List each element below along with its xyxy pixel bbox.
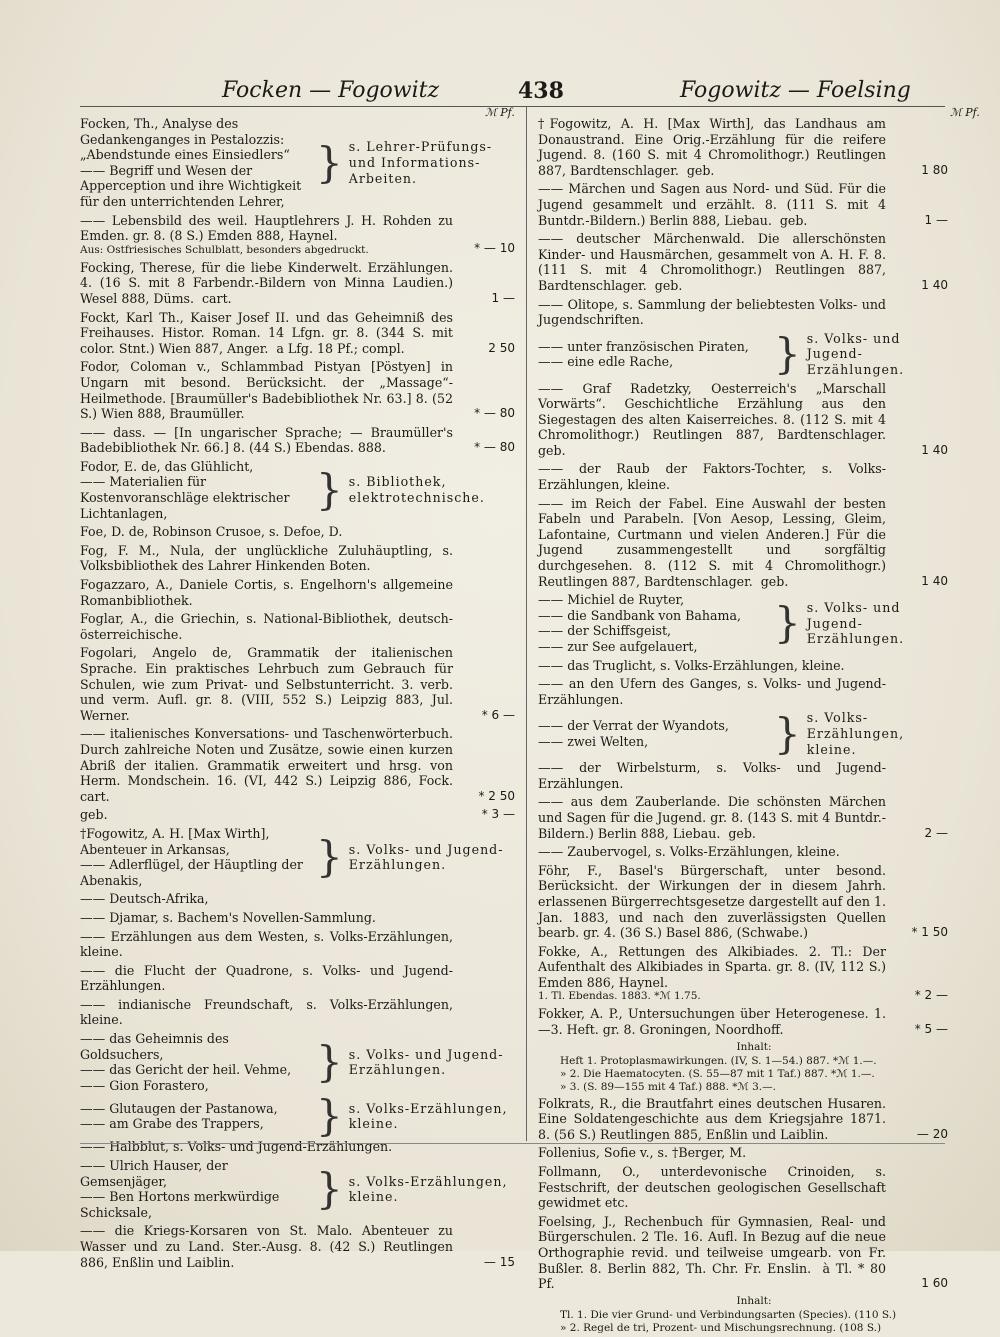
entry-text: Fokker, A. P., Untersuchungen über Heterogenese. 1.—3. Heft. gr. 8. Groningen, Noordhoff. [538,1006,886,1038]
bracketed-entry-group [538,592,948,654]
entry-text: —— die Flucht der Quadrone, s. Volks- und Jugend-Erzählungen. [80,962,453,994]
entry-price: 1 — [491,290,515,305]
catalog-entry [538,1214,948,1292]
entry-text: —— Olitope, s. Sammlung der beliebtesten Volks- und Jugendschriften. [538,296,891,328]
entry-text: Follenius, Sofie v., s. †Berger, M. [538,1145,747,1161]
curly-brace-icon: } [316,465,343,515]
entry-price: * 5 — [914,1022,948,1037]
entry-price: * 2 — [914,987,948,1002]
contents-heading: Inhalt: [736,1040,772,1053]
group-title: —— das Gericht der heil. Vehme, [80,1062,292,1078]
curly-brace-icon: } [316,1037,343,1087]
entry-price: 1 — [924,212,948,227]
entry-text: Fockt, Karl Th., Kaiser Josef II. und das Geheimniß des Freihauses. Histor. Roman. 14 Lfgn. gr. 8. (344 S. mit color. Stnt.) Wien 887, Anger. a Lfg. 18 Pf.; compl. [80,309,458,356]
entry-text: —— Lebensbild des weil. Hauptlehrers J. H. Rohden zu Emden. gr. 8. (8 S.) Emden 888, Haynel. [80,212,458,244]
contents-line: Heft 1. Protoplasmawirkungen. (IV, S. 1—54.) 887. *ℳ 1.—. [560,1054,877,1067]
entry-text: —— deutscher Märchenwald. Die allerschönsten Kinder- und Hausmärchen, gesammelt von A. H. F. 8. (111 S. mit 4 Chromolithogr.) Reutlingen 887, Bardtenschlager. geb. [538,231,891,293]
contents-heading: Inhalt: [736,1294,772,1307]
group-title: —— Ulrich Hauser, der Gemsenjäger, [80,1158,228,1189]
left-column [80,116,515,1273]
group-title: —— der Schiffsgeist, [538,623,672,639]
series-reference: s. Volks-Erzählungen, kleine. [348,1173,508,1205]
bracketed-entry-group [538,331,948,378]
group-title: —— eine edle Rache, [538,354,674,370]
catalog-entry [538,1006,948,1037]
catalog-entry [538,760,948,791]
catalog-entry [538,1164,948,1211]
entry-text: geb. [80,807,108,823]
catalog-entry [538,1145,948,1161]
bracketed-entry-group [80,826,515,888]
entry-price: 1 40 [921,573,948,588]
entry-text: —— Halbblut, s. Volks- und Jugend-Erzählungen. [80,1139,393,1155]
curly-brace-icon: } [316,832,343,882]
contents-list [560,1041,948,1094]
group-title: —— Adlerflügel, der Häuptling der Abenakis, [80,857,303,888]
series-reference: s. Volks-Erzählungen, kleine. [348,1100,508,1132]
catalog-entry [538,461,948,492]
group-titles [538,718,768,749]
entry-text: —— Märchen und Sagen aus Nord- und Süd. Für die Jugend gesammelt und erzählt. 8. (111 S. mit 4 Buntdr.-Bildern.) Berlin 888, Liebau. geb. [538,181,891,228]
entry-price: * 3 — [481,807,515,822]
entry-text: Föhr, F., Basel's Bürgerschaft, unter besond. Berücksicht. der Wirkungen der in diesem Jahrh. erlassenen Bürgerrechtsgesetze dargestellt auf den 1. Jan. 1883, und nach den zuverlässigsten Quellen bearb. gr. 4. (36 S.) Basel 886, (Schwabe.) [538,862,891,941]
contents-line: » 3. (S. 89—155 mit 4 Taf.) 888. *ℳ 3.—. [560,1080,776,1093]
catalog-entry [538,381,948,459]
contents-line: » 2. Regel de tri, Prozent- und Mischungsrechnung. (108 S.) [560,1321,882,1334]
group-title: —— das Geheimnis des Goldsuchers, [80,1031,229,1062]
contents-line: » 2. Die Haematocyten. (S. 55—87 mit 1 Taf.) 887. *ℳ 1.—. [560,1067,875,1080]
group-titles [80,116,310,210]
entry-text: Foglar, A., die Griechin, s. National-Bibliothek, deutsch-österreichische. [80,611,453,642]
catalog-entry [80,611,515,642]
entry-text: —— im Reich der Fabel. Eine Auswahl der besten Fabeln und Parabeln. [Von Aesop, Lessing, Gleim, Lafontaine, Curtmann und vielen Anderen.] Für die Jugend zusammengestellt und sorgfältig durchgesehen. 8. (112 S. mit 4 Chromolithogr.) Reutlingen 887, Bardtenschlager. geb. [538,495,891,589]
entry-text: Fokke, A., Rettungen des Alkibiades. 2. Tl.: Der Aufenthalt des Alkibiades in Sparta. gr. 8. (IV, 112 S.) Emden 886, Haynel. [538,943,891,990]
group-title: —— Begriff und Wesen der Apperception und ihre Wichtigkeit für den unterrichtenden Lehrer, [80,162,302,209]
entry-text: Focking, Therese, für die liebe Kinderwelt. Erzählungen. 4. (16 S. mit 8 Farbendr.-Bildern von Minna Laudien.) Wesel 888, Düms. cart. [80,259,458,306]
entry-price: * — 10 [474,241,515,256]
group-titles [80,1031,310,1093]
currency-unit-left: ℳ Pf. [485,106,515,119]
bracketed-entry-group [80,1031,515,1093]
catalog-entry [80,213,515,257]
contents-line: Tl. 1. Die vier Grund- und Verbindungsarten (Species). (110 S.) [560,1308,897,1321]
entry-price: 1 40 [921,442,948,457]
bracketed-entry-group [80,1091,515,1141]
group-titles [80,826,310,888]
series-reference: s. Lehrer-Prüfungs- und Informations-Arbeiten. [348,139,493,186]
right-column [538,116,948,1337]
catalog-entry [538,181,948,228]
series-reference: s. Volks-Erzählungen, kleine. [806,710,905,757]
catalog-entry [80,1223,515,1270]
catalog-entry [80,524,515,540]
catalog-entry [80,726,515,804]
group-title: —— zwei Welten, [538,733,649,749]
column-divider [526,106,527,1141]
group-title: Fodor, E. de, das Glühlicht, [80,458,254,474]
group-titles [80,459,310,521]
entry-text: —— indianische Freundschaft, s. Volks-Erzählungen, kleine. [80,996,458,1028]
entry-text: Foelsing, J., Rechenbuch für Gymnasien, Real- und Bürgerschulen. 2 Tle. 16. Aufl. In Bezug auf die neue Orthographie revid. und teilweise umgearb. von Fr. Bußler. 8. Berlin 882, Th. Chr. Fr. Enslin. à Tl. * 80 Pf. [538,1213,891,1292]
group-title: —— Gion Forastero, [80,1077,209,1093]
entry-price: * — 80 [474,440,515,455]
catalog-entry [538,844,948,860]
entry-text: Folkrats, R., die Brautfahrt eines deutschen Husaren. Eine Soldatengeschichte aus dem Kriegsjahre 1871. 8. (56 S.) Reutlingen 885, Enßlin und Laiblin. [538,1095,891,1142]
entry-text: †Fogowitz, A. H. [Max Wirth], das Landhaus am Donaustrand. Eine Orig.-Erzählung für die reifere Jugend. 8. (160 S. mit 4 Chromolithogr.) Reutlingen 887, Bardtenschlager. geb. [538,116,891,178]
group-title: —— Glutaugen der Pastanowa, [80,1100,278,1116]
catalog-entry [538,944,948,1004]
group-title: —— Materialien für Kostenvoranschläge elektrischer Lichtanlagen, [80,474,290,521]
entry-text: —— Erzählungen aus dem Westen, s. Volks-Erzählungen, kleine. [80,928,458,960]
catalog-entry [80,891,515,907]
catalog-entry [80,425,515,456]
group-titles [80,1158,310,1220]
catalog-entry [538,658,948,674]
curly-brace-icon: } [316,1091,343,1141]
bracketed-entry-group [80,1158,515,1220]
entry-price: 1 80 [921,162,948,177]
group-title: †Fogowitz, A. H. [Max Wirth], Abenteuer in Arkansas, [80,825,270,857]
entry-price: — 20 [916,1126,948,1141]
entry-text: —— Deutsch-Afrika, [80,891,209,907]
entry-price: * 1 50 [911,925,948,940]
entry-text: —— das Truglicht, s. Volks-Erzählungen, kleine. [538,657,845,673]
series-reference: s. Volks- und Jugend-Erzählungen. [806,600,905,647]
catalog-entry [80,910,515,926]
series-reference: s. Volks- und Jugend-Erzählungen. [806,330,905,377]
catalog-entry [80,543,515,574]
group-title: —— unter französischen Piraten, [538,338,749,354]
header-left: Focken — Fogowitz [222,78,440,103]
entry-text: —— Zaubervogel, s. Volks-Erzählungen, kleine. [538,844,840,860]
entry-text: —— Djamar, s. Bachem's Novellen-Sammlung. [80,909,376,925]
catalog-entry [80,1139,515,1155]
group-title: —— Michiel de Ruyter, [538,592,685,608]
entry-note: Aus: Ostfriesisches Schulblatt, besonders abgedruckt. [80,243,369,256]
entry-price: 2 50 [488,340,515,355]
catalog-entry [80,260,515,307]
entry-text: Fog, F. M., Nula, der unglückliche Zuluhäuptling, s. Volksbibliothek des Lahrer Hinkenden Boten. [80,542,458,574]
entry-price: 1 60 [921,1276,948,1291]
catalog-entry [80,929,515,960]
entry-text: —— die Kriegs-Korsaren von St. Malo. Abenteuer zu Wasser und zu Land. Ster.-Ausg. 8. (42 S.) Reutlingen 886, Enßlin und Laiblin. [80,1223,458,1270]
page-number: 438 [518,78,564,104]
header-right: Fogowitz — Foelsing [680,78,911,103]
catalog-entry [538,863,948,941]
group-titles [80,1101,310,1132]
group-title: —— Ben Hortons merkwürdige Schicksale, [80,1189,280,1220]
group-title: —— zur See aufgelauert, [538,639,698,654]
catalog-entry [538,297,948,328]
group-titles [538,592,768,654]
entry-price: — 15 [483,1254,515,1269]
entry-note: 1. Tl. Ebendas. 1883. *ℳ 1.75. [538,990,701,1003]
entry-price: * 2 50 [478,788,515,803]
series-reference: s. Volks- und Jugend-Erzählungen. [348,1046,504,1078]
entry-text: Follmann, O., unterdevonische Crinoiden, s. Festschrift, der deutschen geologischen Gesellschaft gewidmet etc. [538,1164,891,1211]
catalog-entry [80,807,515,823]
currency-unit-right: ℳ Pf. [950,106,980,119]
bottom-rule [80,1143,945,1144]
group-title: —— am Grabe des Trappers, [80,1116,264,1132]
entry-text: —— aus dem Zauberlande. Die schönsten Märchen und Sagen für die Jugend. gr. 8. (143 S. mit 4 Buntdr.-Bildern.) Berlin 888, Liebau. geb. [538,794,891,841]
bracketed-entry-group [80,116,515,210]
catalog-entry [538,231,948,293]
entry-price: 1 40 [921,277,948,292]
group-title: —— die Sandbank von Bahama, [538,607,742,623]
curly-brace-icon: } [316,137,343,187]
curly-brace-icon: } [774,708,801,758]
bracketed-entry-group [538,710,948,757]
group-titles [538,339,768,370]
entry-text: —— an den Ufern des Ganges, s. Volks- und Jugend-Erzählungen. [538,676,886,707]
entry-text: —— Graf Radetzky, Oesterreich's „Marschall Vorwärts“. Geschichtliche Erzählung aus den Siegestagen des alten Kaiserreiches. 8. (112 S. mit 4 Chromolithogr.) Reutlingen 887, Bardtenschlager. geb. [538,380,895,458]
catalog-entry [538,116,948,178]
series-reference: s. Volks- und Jugend-Erzählungen. [348,841,504,873]
entry-text: —— der Raub der Faktors-Tochter, s. Volks-Erzählungen, kleine. [538,461,886,493]
bracketed-entry-group [80,459,515,521]
curly-brace-icon: } [774,329,801,379]
curly-brace-icon: } [316,1164,343,1214]
catalog-entry [80,963,515,994]
catalog-entry [80,310,515,357]
catalog-entry [538,794,948,841]
catalog-entry [80,645,515,723]
catalog-entry [538,496,948,590]
entry-text: Fogolari, Angelo de, Grammatik der italienischen Sprache. Ein praktisches Lehrbuch zum Gebrauch für Schulen, wie zum Privat- und Selbstunterricht. 3. verb. und verm. Aufl. gr. 8. (VIII, 552 S.) Leipzig 883, Jul. Werner. [80,645,458,723]
catalog-entry [538,1096,948,1143]
group-title: —— der Verrat der Wyandots, [538,718,729,734]
curly-brace-icon: } [774,598,801,648]
entry-text: Fodor, Coloman v., Schlammbad Pistyan [Pöstyen] in Ungarn mit besond. Berücksicht. der „Massage“-Heilmethode. [Braumüller's Badebibliothek Nr. 63.] 8. (52 S.) Wien 888, Braumüller. [80,359,458,422]
catalog-entry [80,577,515,608]
entry-text: Foe, D. de, Robinson Crusoe, s. Defoe, D. [80,524,343,540]
series-reference: s. Bibliothek, elektrotechnische. [348,474,485,506]
entry-price: * — 80 [474,406,515,421]
entry-text: —— italienisches Konversations- und Taschenwörterbuch. Durch zahlreiche Noten und Zusätze, sowie einen kurzen Abriß der italien. Grammatik erweitert und hrsg. von Herm. Mondschein. 16. (VI, 442 S.) Leipzig 886, Fock. cart. [80,726,462,804]
entry-text: —— der Wirbelsturm, s. Volks- und Jugend-Erzählungen. [538,760,886,791]
catalog-entry [80,997,515,1028]
catalog-entry [80,359,515,421]
group-title: Focken, Th., Analyse des Gedankenganges in Pestalozzis: „Abendstunde eines Einsiedlers“ [80,116,290,163]
running-head [0,78,1000,108]
entry-text: Fogazzaro, A., Daniele Cortis, s. Engelhorn's allgemeine Romanbibliothek. [80,577,458,608]
entry-price: * 6 — [481,707,515,722]
entry-text: —— dass. — [In ungarischer Sprache; — Braumüller's Badebibliothek Nr. 66.] 8. (44 S.) Ebendas. 888. [80,424,458,456]
catalog-entry [538,676,948,707]
contents-list [560,1295,948,1335]
entry-price: 2 — [924,825,948,840]
